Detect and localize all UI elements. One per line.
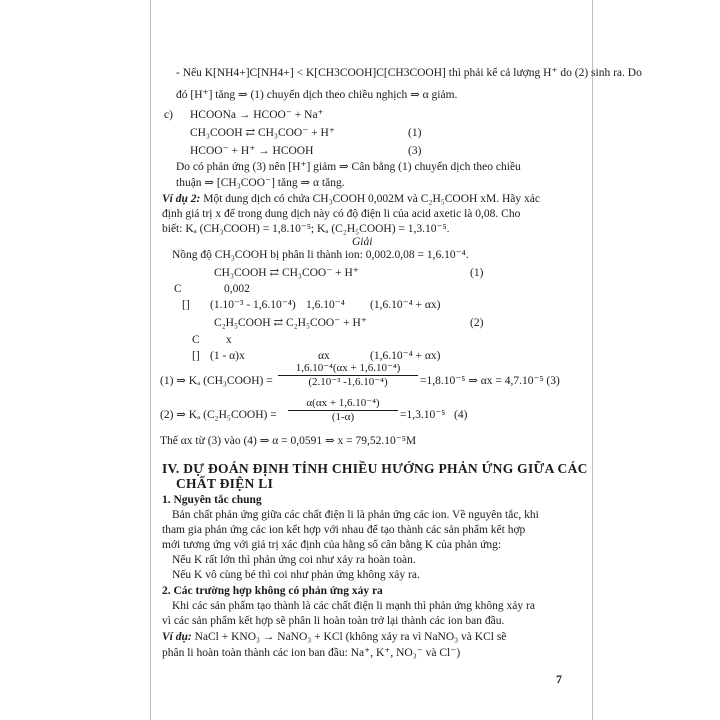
text-line: Nồng độ CH₃COOH bị phân li thành ion: 0,002.0,08 = 1,6.10⁻⁴.	[172, 249, 469, 261]
table-cell: (1,6.10⁻⁴ + αx)	[370, 299, 441, 311]
subsection-heading: 1. Nguyên tắc chung	[162, 494, 262, 506]
text-line: - Nếu K[NH4+]C[NH4+] < K[CH3COOH]C[CH3COOH] thì phải kể cả lượng H⁺ do (2) sinh ra. Do	[176, 67, 642, 79]
example-label: Ví dụ 2:	[162, 193, 201, 205]
equation: C₂H₅COOH ⇄ C₂H₅COO⁻ + H⁺	[214, 317, 367, 329]
table-cell: αx	[318, 350, 330, 362]
example-text: Một dung dịch có chứa CH₃COOH 0,002M và C₂H₅COOH xM. Hãy xác	[200, 193, 540, 205]
equation-number: (2)	[470, 317, 484, 329]
equation-left: (1) ⇒ Kₐ (CH₃COOH) =	[160, 375, 273, 387]
equation-right: =1,3.10⁻⁵	[400, 409, 446, 421]
text-line: biết: Kₐ (CH₃COOH) = 1,8.10⁻⁵; Kₐ (C₂H₅COOH) = 1,3.10⁻⁵.	[162, 223, 450, 235]
table-label: C	[192, 334, 200, 346]
fraction	[278, 362, 418, 389]
page-edge-left	[150, 0, 151, 720]
text-line: tham gia phản ứng các ion kết hợp với nhau để tạo thành các sản phẩm kết hợp	[162, 524, 526, 536]
text-line: Nếu K rất lớn thì phản ứng coi như xảy ra hoàn toàn.	[172, 554, 416, 566]
item-label: c)	[164, 109, 173, 121]
solution-heading: Giải	[352, 236, 373, 248]
table-label: C	[174, 283, 182, 295]
section-heading: IV. DỰ ĐOÁN ĐỊNH TÍNH CHIỀU HƯỚNG PHẢN ỨNG GIỮA CÁC	[162, 461, 588, 476]
equation: HCOO⁻ + H⁺ → HCOOH	[190, 145, 314, 157]
equation-number: (1)	[470, 267, 484, 279]
fraction	[288, 397, 398, 424]
text-line: Thế αx từ (3) vào (4) ⇒ α = 0,0591 ⇒ x = 79,52.10⁻⁵M	[160, 435, 417, 447]
example-line	[162, 192, 540, 206]
fraction-numerator: α(αx + 1,6.10⁻⁴)	[288, 397, 398, 411]
equation-number: (3)	[408, 145, 422, 157]
table-cell: (1 - α)x	[210, 350, 245, 362]
text-line: phân li hoàn toàn thành các ion ban đầu: Na⁺, K⁺, NO₃⁻ và Cl⁻)	[162, 647, 461, 659]
text-line: Do có phản ứng (3) nên [H⁺] giảm ⇒ Cân bằng (1) chuyển dịch theo chiều	[176, 161, 521, 173]
example-label: Ví dụ:	[162, 631, 192, 643]
page-number: 7	[556, 672, 562, 686]
text-line: đó [H⁺] tăng ⇒ (1) chuyển dịch theo chiều nghịch ⇒ α giảm.	[176, 89, 458, 101]
equation: CH₃COOH ⇄ CH₃COO⁻ + H⁺	[214, 267, 359, 279]
text-line: Bản chất phản ứng giữa các chất điện li là phản ứng các ion. Về nguyên tắc, khi	[172, 509, 539, 521]
text-line: định giá trị x để trong dung dịch này có độ điện li của acid axetic là 0,08. Cho	[162, 208, 521, 220]
text-line: Nếu K vô cùng bé thì coi như phản ứng không xảy ra.	[172, 569, 420, 581]
equation-number: (4)	[454, 409, 468, 421]
table-cell: 0,002	[224, 283, 250, 295]
table-label: []	[192, 350, 200, 362]
text-line: mới tương ứng với giá trị xác định của hằng số cân bằng K của phản ứng:	[162, 539, 502, 551]
table-cell: (1.10⁻³ - 1,6.10⁻⁴)	[210, 299, 296, 311]
equation: HCOONa → HCOO⁻ + Na⁺	[190, 109, 324, 121]
example-text: NaCl + KNO₃ → NaNO₃ + KCl (không xảy ra vì NaNO₃ và KCl sẽ	[191, 631, 507, 643]
equation-right: =1,8.10⁻⁵ ⇒ αx = 4,7.10⁻⁵ (3)	[420, 375, 560, 387]
equation: CH₃COOH ⇄ CH₃COO⁻ + H⁺	[190, 127, 335, 139]
example-line	[162, 630, 506, 644]
page-edge-right	[592, 0, 593, 720]
fraction-denominator: (2.10⁻³ -1,6.10⁻⁴)	[308, 376, 388, 388]
fraction-numerator: 1,6.10⁻⁴(αx + 1,6.10⁻⁴)	[278, 362, 418, 376]
text-line: vì các sản phẩm kết hợp sẽ phân li hoàn toàn trở lại thành các ion ban đầu.	[162, 615, 505, 627]
equation-number: (1)	[408, 127, 422, 139]
table-label: []	[182, 299, 190, 311]
table-cell: x	[226, 334, 232, 346]
equation-left: (2) ⇒ Kₐ (C₂H₅COOH) =	[160, 409, 277, 421]
text-line: Khi các sản phẩm tạo thành là các chất điện li mạnh thì phản ứng không xảy ra	[172, 600, 535, 612]
subsection-heading: 2. Các trường hợp không có phản ứng xảy ra	[162, 585, 383, 597]
table-cell: 1,6.10⁻⁴	[306, 299, 345, 311]
fraction-denominator: (1-α)	[331, 411, 355, 423]
table-cell: (1,6.10⁻⁴ + αx)	[370, 350, 441, 362]
section-heading: CHẤT ĐIỆN LI	[176, 476, 274, 491]
text-line: thuận ⇒ [CH₃COO⁻] tăng ⇒ α tăng.	[176, 177, 345, 189]
